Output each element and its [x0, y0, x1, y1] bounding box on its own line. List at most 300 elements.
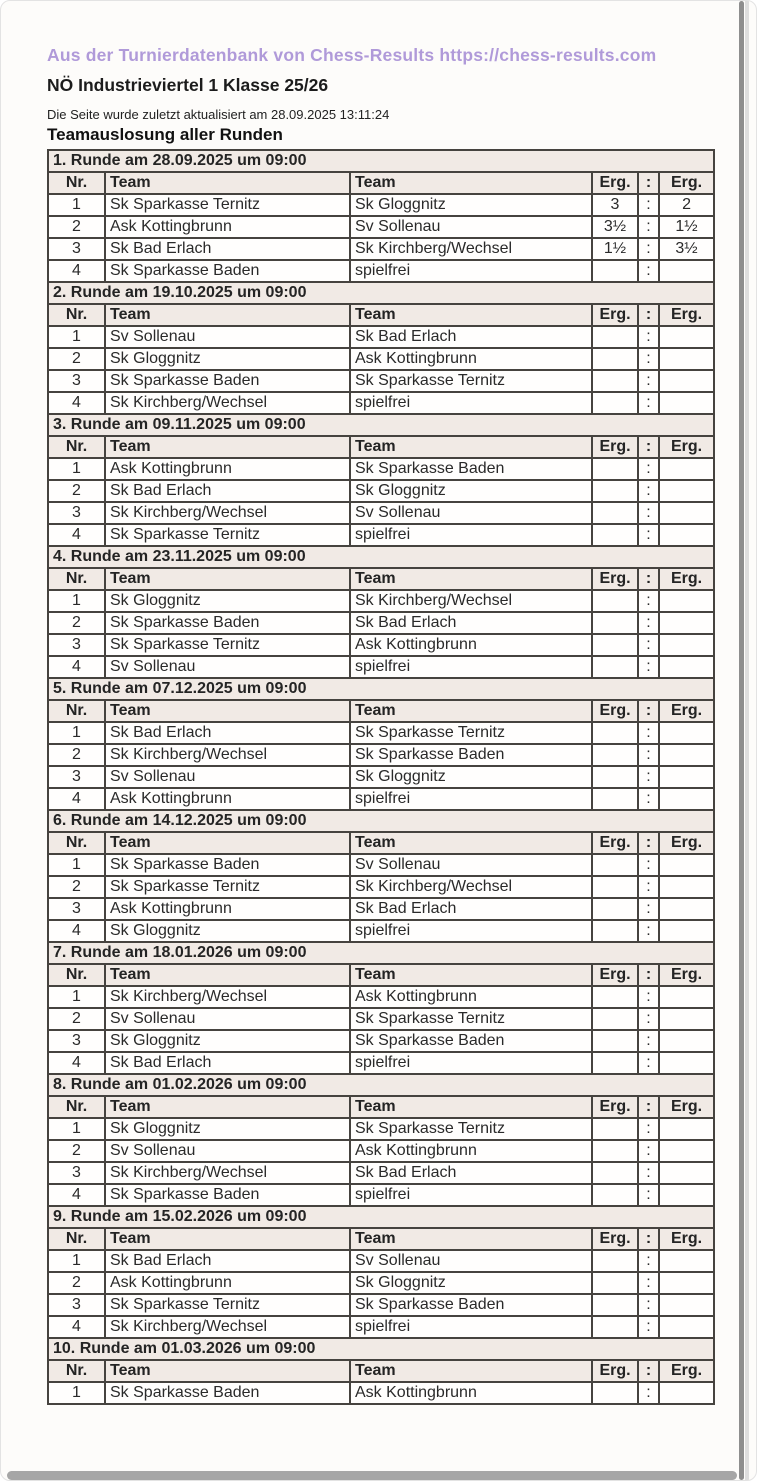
pairing-row — [48, 1294, 714, 1316]
result-separator: : — [638, 1008, 659, 1030]
result-home — [592, 1272, 638, 1294]
result-away — [659, 986, 714, 1008]
result-away — [659, 744, 714, 766]
result-separator: : — [638, 722, 659, 744]
round-table — [47, 1205, 715, 1339]
result-away — [659, 1272, 714, 1294]
source-line: Aus der Turnierdatenbank von Chess-Results https://chess-results.com — [47, 45, 657, 65]
away-team: Sk Bad Erlach — [350, 612, 592, 634]
round-table — [47, 809, 715, 943]
column-header-board-number: Nr. — [48, 832, 105, 854]
pairing-row — [48, 744, 714, 766]
result-away — [659, 898, 714, 920]
away-team: spielfrei — [350, 920, 592, 942]
result-home — [592, 326, 638, 348]
result-home — [592, 260, 638, 282]
result-home — [592, 1052, 638, 1074]
away-team: spielfrei — [350, 1052, 592, 1074]
result-away: 2 — [659, 194, 714, 216]
home-team: Sk Kirchberg/Wechsel — [105, 1316, 350, 1338]
pairing-row — [48, 854, 714, 876]
column-header-result-home: Erg. — [592, 1228, 638, 1250]
pairing-row — [48, 458, 714, 480]
column-header-away-team: Team — [350, 304, 592, 326]
pairing-row — [48, 260, 714, 282]
pairing-row — [48, 788, 714, 810]
result-separator: : — [638, 1184, 659, 1206]
away-team: Ask Kottingbrunn — [350, 1382, 592, 1404]
column-header-result-away: Erg. — [659, 700, 714, 722]
round-table — [47, 413, 715, 547]
pairing-row — [48, 370, 714, 392]
result-separator: : — [638, 1316, 659, 1338]
home-team: Sk Gloggnitz — [105, 1118, 350, 1140]
home-team: Sk Sparkasse Ternitz — [105, 634, 350, 656]
result-home — [592, 458, 638, 480]
home-team: Sk Bad Erlach — [105, 238, 350, 260]
updated-timestamp: Die Seite wurde zuletzt aktualisiert am 28.09.2025 13:11:24 — [47, 107, 390, 122]
result-separator: : — [638, 238, 659, 260]
board-number: 2 — [48, 1272, 105, 1294]
board-number: 1 — [48, 986, 105, 1008]
away-team: Sk Kirchberg/Wechsel — [350, 238, 592, 260]
result-home — [592, 1382, 638, 1404]
pairing-row — [48, 1184, 714, 1206]
result-separator: : — [638, 788, 659, 810]
result-home — [592, 1294, 638, 1316]
column-header-home-team: Team — [105, 304, 350, 326]
round-title: 8. Runde am 01.02.2026 um 09:00 — [48, 1074, 714, 1096]
home-team: Ask Kottingbrunn — [105, 216, 350, 238]
away-team: Sk Sparkasse Baden — [350, 458, 592, 480]
pairing-row — [48, 326, 714, 348]
pairing-row — [48, 1118, 714, 1140]
board-number: 1 — [48, 194, 105, 216]
column-header-row — [48, 964, 714, 986]
column-header-result-home: Erg. — [592, 832, 638, 854]
result-away — [659, 766, 714, 788]
pairing-row — [48, 1162, 714, 1184]
result-home: 3 — [592, 194, 638, 216]
round-title: 4. Runde am 23.11.2025 um 09:00 — [48, 546, 714, 568]
result-home — [592, 920, 638, 942]
result-home: 1½ — [592, 238, 638, 260]
result-away — [659, 656, 714, 678]
column-header-away-team: Team — [350, 700, 592, 722]
home-team: Sk Bad Erlach — [105, 480, 350, 502]
result-separator: : — [638, 216, 659, 238]
round-title: 5. Runde am 07.12.2025 um 09:00 — [48, 678, 714, 700]
board-number: 4 — [48, 1052, 105, 1074]
result-separator: : — [638, 876, 659, 898]
home-team: Sk Bad Erlach — [105, 722, 350, 744]
away-team: Sk Sparkasse Ternitz — [350, 370, 592, 392]
board-number: 3 — [48, 1294, 105, 1316]
pairing-row — [48, 1250, 714, 1272]
home-team: Ask Kottingbrunn — [105, 788, 350, 810]
tournament-title: NÖ Industrieviertel 1 Klasse 25/26 — [47, 75, 329, 95]
result-separator: : — [638, 370, 659, 392]
home-team: Sv Sollenau — [105, 1008, 350, 1030]
away-team: Ask Kottingbrunn — [350, 986, 592, 1008]
pairing-row — [48, 194, 714, 216]
home-team: Sk Kirchberg/Wechsel — [105, 1162, 350, 1184]
home-team: Sk Sparkasse Ternitz — [105, 876, 350, 898]
column-header-row — [48, 304, 714, 326]
result-away — [659, 590, 714, 612]
home-team: Sv Sollenau — [105, 1140, 350, 1162]
column-header-board-number: Nr. — [48, 964, 105, 986]
result-away — [659, 1316, 714, 1338]
result-away — [659, 788, 714, 810]
page-edge-right-light — [745, 1, 749, 1480]
home-team: Sk Sparkasse Baden — [105, 1382, 350, 1404]
column-header-result-separator: : — [638, 1360, 659, 1382]
result-separator: : — [638, 612, 659, 634]
column-header-result-separator: : — [638, 964, 659, 986]
home-team: Sk Sparkasse Ternitz — [105, 194, 350, 216]
board-number: 3 — [48, 1030, 105, 1052]
result-home — [592, 502, 638, 524]
column-header-board-number: Nr. — [48, 436, 105, 458]
result-home — [592, 766, 638, 788]
column-header-board-number: Nr. — [48, 304, 105, 326]
pairing-row — [48, 524, 714, 546]
home-team: Sk Sparkasse Baden — [105, 612, 350, 634]
board-number: 2 — [48, 480, 105, 502]
away-team: Sk Sparkasse Baden — [350, 1294, 592, 1316]
result-away — [659, 1250, 714, 1272]
result-separator: : — [638, 458, 659, 480]
round-header-row — [48, 414, 714, 436]
column-header-result-home: Erg. — [592, 964, 638, 986]
pairing-row — [48, 1382, 714, 1404]
round-header-row — [48, 546, 714, 568]
away-team: Sk Gloggnitz — [350, 766, 592, 788]
pairing-row — [48, 238, 714, 260]
column-header-board-number: Nr. — [48, 1228, 105, 1250]
result-separator: : — [638, 1250, 659, 1272]
pairing-row — [48, 502, 714, 524]
column-header-result-away: Erg. — [659, 568, 714, 590]
result-away — [659, 854, 714, 876]
round-title: 9. Runde am 15.02.2026 um 09:00 — [48, 1206, 714, 1228]
result-separator: : — [638, 656, 659, 678]
home-team: Sk Gloggnitz — [105, 1030, 350, 1052]
result-home — [592, 1030, 638, 1052]
round-title: 2. Runde am 19.10.2025 um 09:00 — [48, 282, 714, 304]
home-team: Sv Sollenau — [105, 656, 350, 678]
result-home — [592, 370, 638, 392]
pairing-row — [48, 634, 714, 656]
result-separator: : — [638, 260, 659, 282]
column-header-away-team: Team — [350, 172, 592, 194]
column-header-home-team: Team — [105, 700, 350, 722]
column-header-result-away: Erg. — [659, 964, 714, 986]
round-header-row — [48, 678, 714, 700]
board-number: 1 — [48, 1250, 105, 1272]
column-header-home-team: Team — [105, 964, 350, 986]
column-header-result-home: Erg. — [592, 172, 638, 194]
result-separator: : — [638, 326, 659, 348]
round-header-row — [48, 150, 714, 172]
page-edge-right — [739, 1, 744, 1480]
column-header-away-team: Team — [350, 964, 592, 986]
result-home — [592, 392, 638, 414]
result-away: 1½ — [659, 216, 714, 238]
board-number: 4 — [48, 524, 105, 546]
board-number: 3 — [48, 634, 105, 656]
round-title: 6. Runde am 14.12.2025 um 09:00 — [48, 810, 714, 832]
board-number: 1 — [48, 1118, 105, 1140]
pairing-row — [48, 348, 714, 370]
result-separator: : — [638, 920, 659, 942]
result-separator: : — [638, 392, 659, 414]
result-away — [659, 524, 714, 546]
column-header-result-home: Erg. — [592, 700, 638, 722]
away-team: spielfrei — [350, 656, 592, 678]
board-number: 3 — [48, 766, 105, 788]
round-table — [47, 149, 715, 283]
column-header-board-number: Nr. — [48, 1360, 105, 1382]
result-home — [592, 1008, 638, 1030]
result-separator: : — [638, 854, 659, 876]
result-separator: : — [638, 1052, 659, 1074]
result-separator: : — [638, 1382, 659, 1404]
result-separator: : — [638, 744, 659, 766]
round-title: 10. Runde am 01.03.2026 um 09:00 — [48, 1338, 714, 1360]
column-header-away-team: Team — [350, 1228, 592, 1250]
pairing-row — [48, 216, 714, 238]
column-header-away-team: Team — [350, 568, 592, 590]
column-header-row — [48, 1360, 714, 1382]
home-team: Sk Sparkasse Ternitz — [105, 1294, 350, 1316]
pairing-row — [48, 1140, 714, 1162]
result-away — [659, 502, 714, 524]
board-number: 3 — [48, 370, 105, 392]
column-header-home-team: Team — [105, 436, 350, 458]
home-team: Ask Kottingbrunn — [105, 458, 350, 480]
result-separator: : — [638, 348, 659, 370]
result-away — [659, 1162, 714, 1184]
column-header-result-separator: : — [638, 832, 659, 854]
pairing-row — [48, 766, 714, 788]
column-header-away-team: Team — [350, 1360, 592, 1382]
away-team: Sv Sollenau — [350, 1250, 592, 1272]
result-home — [592, 1118, 638, 1140]
away-team: spielfrei — [350, 260, 592, 282]
pairing-row — [48, 1272, 714, 1294]
pairing-row — [48, 480, 714, 502]
result-separator: : — [638, 898, 659, 920]
board-number: 2 — [48, 348, 105, 370]
result-home — [592, 590, 638, 612]
pairing-row — [48, 722, 714, 744]
board-number: 1 — [48, 458, 105, 480]
column-header-result-home: Erg. — [592, 304, 638, 326]
pairing-row — [48, 392, 714, 414]
pairing-row — [48, 898, 714, 920]
result-home — [592, 986, 638, 1008]
round-title: 7. Runde am 18.01.2026 um 09:00 — [48, 942, 714, 964]
column-header-result-home: Erg. — [592, 1360, 638, 1382]
result-away — [659, 1030, 714, 1052]
home-team: Sk Kirchberg/Wechsel — [105, 502, 350, 524]
round-header-row — [48, 282, 714, 304]
home-team: Sk Sparkasse Ternitz — [105, 524, 350, 546]
home-team: Sv Sollenau — [105, 766, 350, 788]
home-team: Sk Bad Erlach — [105, 1250, 350, 1272]
pairing-row — [48, 920, 714, 942]
away-team: Sk Gloggnitz — [350, 480, 592, 502]
result-home — [592, 744, 638, 766]
home-team: Sk Gloggnitz — [105, 348, 350, 370]
result-home — [592, 898, 638, 920]
result-home — [592, 876, 638, 898]
home-team: Sk Kirchberg/Wechsel — [105, 744, 350, 766]
result-home — [592, 1162, 638, 1184]
round-table — [47, 281, 715, 415]
result-away — [659, 1118, 714, 1140]
result-home — [592, 1140, 638, 1162]
result-away — [659, 634, 714, 656]
home-team: Sk Sparkasse Baden — [105, 260, 350, 282]
round-table — [47, 1337, 715, 1405]
column-header-result-separator: : — [638, 568, 659, 590]
column-header-result-separator: : — [638, 1096, 659, 1118]
result-away — [659, 1008, 714, 1030]
column-header-result-away: Erg. — [659, 1360, 714, 1382]
result-separator: : — [638, 1118, 659, 1140]
column-header-result-home: Erg. — [592, 1096, 638, 1118]
column-header-row — [48, 700, 714, 722]
away-team: Sv Sollenau — [350, 854, 592, 876]
column-header-home-team: Team — [105, 832, 350, 854]
home-team: Sk Sparkasse Baden — [105, 1184, 350, 1206]
column-header-board-number: Nr. — [48, 1096, 105, 1118]
result-separator: : — [638, 1030, 659, 1052]
column-header-result-away: Erg. — [659, 1096, 714, 1118]
board-number: 3 — [48, 502, 105, 524]
round-title: 1. Runde am 28.09.2025 um 09:00 — [48, 150, 714, 172]
column-header-board-number: Nr. — [48, 700, 105, 722]
result-away — [659, 722, 714, 744]
column-header-result-separator: : — [638, 436, 659, 458]
away-team: Sk Sparkasse Ternitz — [350, 722, 592, 744]
column-header-away-team: Team — [350, 832, 592, 854]
away-team: Sk Sparkasse Baden — [350, 1030, 592, 1052]
away-team: spielfrei — [350, 392, 592, 414]
result-home: 3½ — [592, 216, 638, 238]
board-number: 4 — [48, 1184, 105, 1206]
home-team: Sk Bad Erlach — [105, 1052, 350, 1074]
result-home — [592, 1316, 638, 1338]
round-header-row — [48, 1206, 714, 1228]
column-header-row — [48, 832, 714, 854]
away-team: Sk Gloggnitz — [350, 194, 592, 216]
result-home — [592, 634, 638, 656]
away-team: Sk Sparkasse Ternitz — [350, 1118, 592, 1140]
result-away — [659, 392, 714, 414]
column-header-row — [48, 568, 714, 590]
board-number: 4 — [48, 788, 105, 810]
pairing-row — [48, 1052, 714, 1074]
result-away — [659, 348, 714, 370]
away-team: Sk Kirchberg/Wechsel — [350, 590, 592, 612]
result-home — [592, 1184, 638, 1206]
round-table — [47, 545, 715, 679]
result-separator: : — [638, 590, 659, 612]
result-home — [592, 524, 638, 546]
away-team: Sk Bad Erlach — [350, 898, 592, 920]
pairing-row — [48, 1008, 714, 1030]
result-home — [592, 722, 638, 744]
result-away — [659, 612, 714, 634]
round-table — [47, 1073, 715, 1207]
board-number: 4 — [48, 392, 105, 414]
round-table — [47, 677, 715, 811]
column-header-result-away: Erg. — [659, 172, 714, 194]
result-home — [592, 1250, 638, 1272]
pairing-row — [48, 876, 714, 898]
away-team: Sv Sollenau — [350, 216, 592, 238]
board-number: 2 — [48, 744, 105, 766]
board-number: 2 — [48, 1140, 105, 1162]
result-separator: : — [638, 194, 659, 216]
result-home — [592, 854, 638, 876]
board-number: 2 — [48, 216, 105, 238]
round-title: 3. Runde am 09.11.2025 um 09:00 — [48, 414, 714, 436]
pairing-row — [48, 1030, 714, 1052]
result-away — [659, 326, 714, 348]
pairing-row — [48, 986, 714, 1008]
result-home — [592, 656, 638, 678]
away-team: Ask Kottingbrunn — [350, 1140, 592, 1162]
away-team: Ask Kottingbrunn — [350, 634, 592, 656]
column-header-board-number: Nr. — [48, 568, 105, 590]
result-home — [592, 480, 638, 502]
board-number: 1 — [48, 326, 105, 348]
round-header-row — [48, 1074, 714, 1096]
away-team: Ask Kottingbrunn — [350, 348, 592, 370]
result-away — [659, 876, 714, 898]
column-header-home-team: Team — [105, 568, 350, 590]
result-separator: : — [638, 1162, 659, 1184]
column-header-result-home: Erg. — [592, 436, 638, 458]
home-team: Sk Kirchberg/Wechsel — [105, 986, 350, 1008]
column-header-result-separator: : — [638, 172, 659, 194]
home-team: Sk Sparkasse Baden — [105, 370, 350, 392]
board-number: 4 — [48, 1316, 105, 1338]
board-number: 2 — [48, 876, 105, 898]
column-header-home-team: Team — [105, 1096, 350, 1118]
away-team: Sk Sparkasse Baden — [350, 744, 592, 766]
column-header-result-separator: : — [638, 304, 659, 326]
result-separator: : — [638, 524, 659, 546]
away-team: spielfrei — [350, 524, 592, 546]
result-away: 3½ — [659, 238, 714, 260]
pairing-row — [48, 1316, 714, 1338]
result-away — [659, 458, 714, 480]
board-number: 1 — [48, 1382, 105, 1404]
home-team: Sk Kirchberg/Wechsel — [105, 392, 350, 414]
result-separator: : — [638, 986, 659, 1008]
column-header-row — [48, 1228, 714, 1250]
result-home — [592, 612, 638, 634]
away-team: Sv Sollenau — [350, 502, 592, 524]
column-header-row — [48, 1096, 714, 1118]
away-team: spielfrei — [350, 1316, 592, 1338]
